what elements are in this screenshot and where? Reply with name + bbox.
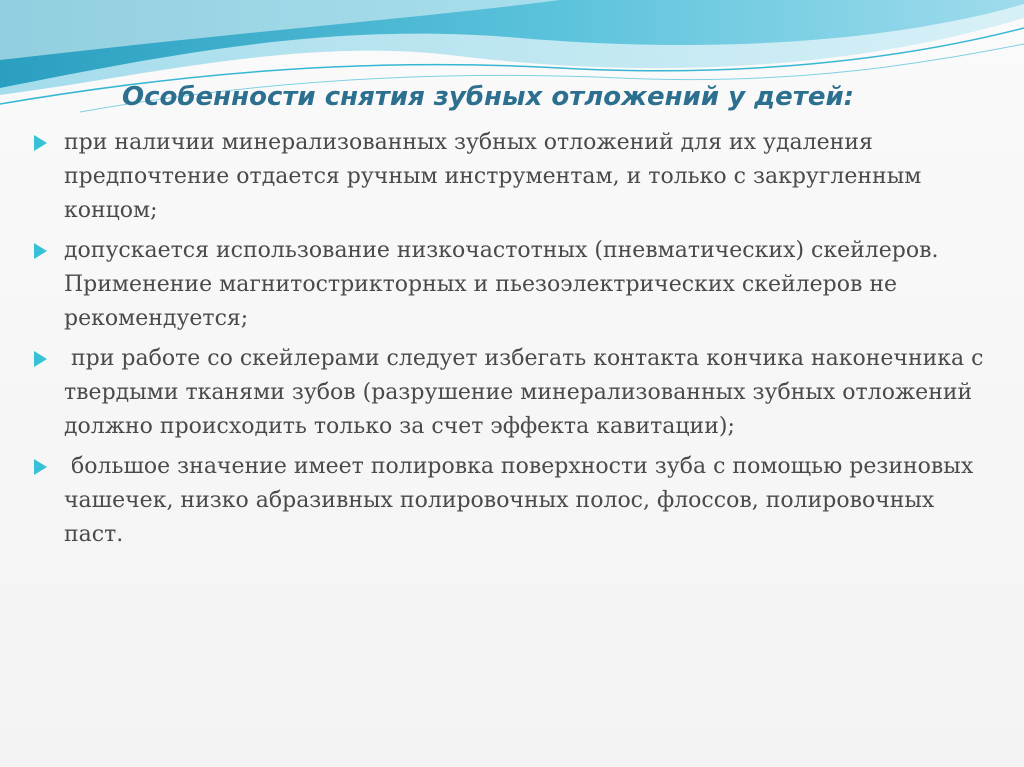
bullet-text: при работе со скейлерами следует избегать контакта кончика наконечника с твердыми тканями зубов (разрушение минерализованных зубных отложений должно происходить только за счет эффекта кавитации); — [64, 346, 991, 439]
header-wave-decoration — [0, 0, 1024, 140]
bullet-text: большое значение имеет полировка поверхности зуба с помощью резиновых чашечек, низко абразивных полировочных полос, флоссов, полировочных паст. — [64, 454, 981, 547]
bullet-list — [34, 126, 994, 558]
list-item — [34, 126, 994, 228]
triangle-bullet-icon — [34, 459, 47, 475]
slide-title: Особенности снятия зубных отложений у детей: — [122, 82, 855, 112]
triangle-bullet-icon — [34, 135, 47, 151]
list-item — [34, 342, 994, 444]
triangle-bullet-icon — [34, 243, 47, 259]
bullet-text: допускается использование низкочастотных (пневматических) скейлеров. Применение магнитострикторных и пьезоэлектрических скейлеров не рекомендуется; — [64, 238, 939, 331]
bullet-text: при наличии минерализованных зубных отложений для их удаления предпочтение отдается ручным инструментам, и только с закругленным концом; — [64, 130, 922, 223]
list-item — [34, 450, 994, 552]
triangle-bullet-icon — [34, 351, 47, 367]
list-item — [34, 234, 994, 336]
